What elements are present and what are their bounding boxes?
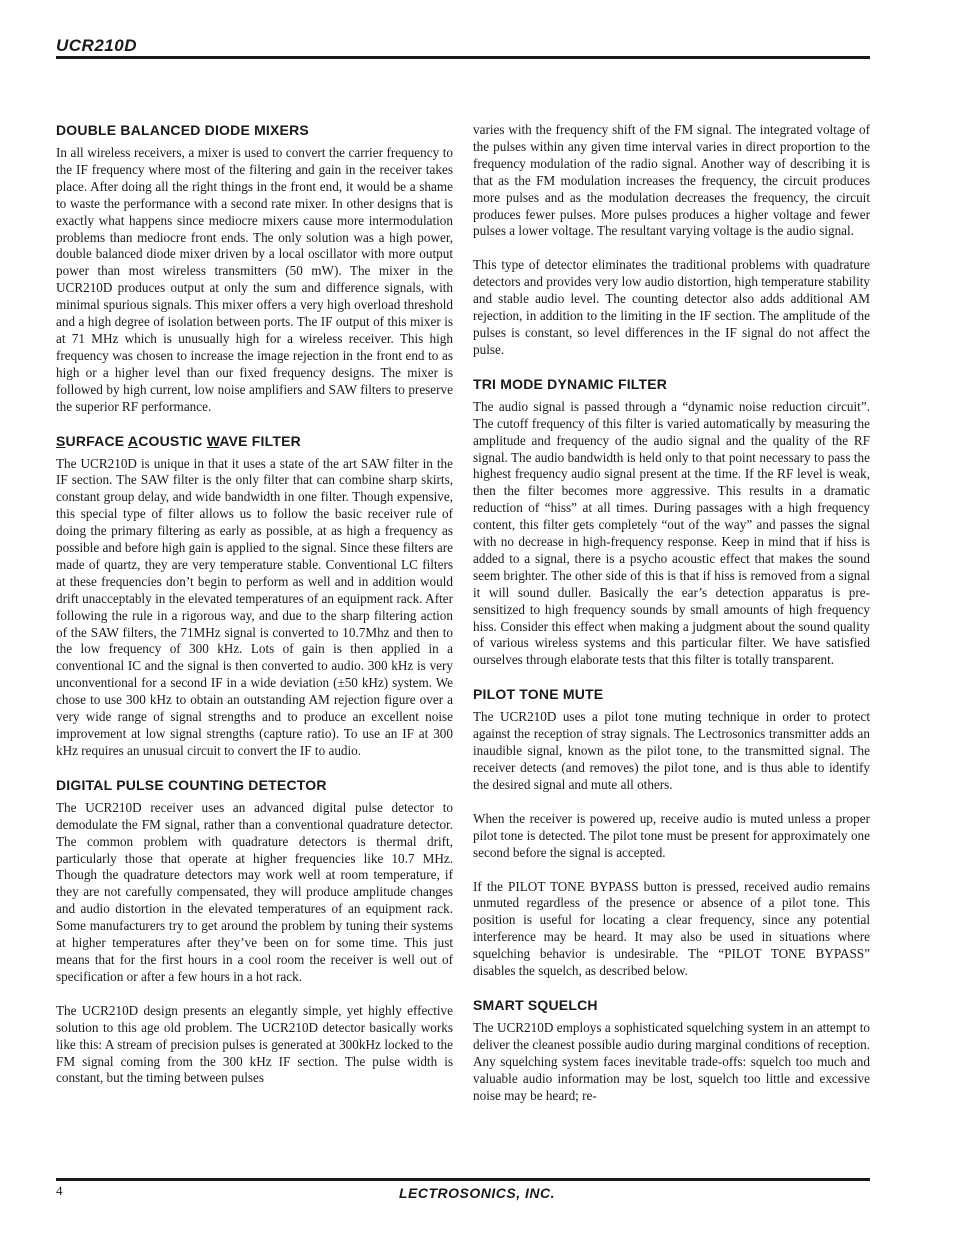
paragraph-pulse-detector-2: The UCR210D design presents an elegantly simple, yet highly effective solution to this age old problem. The UCR210D detector basically works like this: A stream of precision pulses is generated at 300kHz locked to the FM signal coming from the 300 kHz IF section. The pulse width is constant, but the timing between pulses (56, 1002, 453, 1086)
paragraph-pulse-detector-continued: varies with the frequency shift of the FM signal. The integrated voltage of the pulses within any given time interval varies in direct proportion to the frequency modulation of the radio signal. Another way of describing it is that as the FM modulation increases the frequency, the circuit produces more pulses and as the modulation decreases the frequency, the circuit produces fewer pulses. More pulses produces a higher voltage and fewer pulses a lower voltage. The resultant varying voltage is the audio signal. (473, 122, 870, 239)
paragraph-pulse-detector-1: The UCR210D receiver uses an advanced digital pulse detector to demodulate the FM signal, rather than a conventional quadrature detector. The common problem with quadrature detectors is thermal drift, particularly those that operate at higher frequencies like 10.7 MHz. Though the quadrature detectors may work well at room temperature, if they are not carefully compensated, they will produce amplitude changes and audio distortion in the elevated temperatures of an equipment rack. Some manufacturers try to get around the problem by tuning their systems at higher temperatures after they’ve been on for some time. This just means that for the first hours in a cool room the receiver is well out of specification or after a few hours in a hot rack. (56, 799, 453, 984)
paragraph-mixers: In all wireless receivers, a mixer is used to convert the carrier frequency to the IF frequency where most of the filtering and gain in the receiver takes place. After doing all the right things in the front end, it would be a shame to waste the performance with a second rate mixer. In other designs that is exactly what happens since mediocre mixers cause more intermodulation problems than mediocre front ends. The only solution was a high power, double balanced diode mixer driven by a local oscillator with more output power than most wireless transmitters (50 mW). The mixer in the UCR210D produces output at only the sum and difference signals, with minimal spurious signals. This mixer offers a very high overload threshold and a high degree of isolation between ports. The IF output of this mixer is at 71 MHz which is unusually high for a wireless receiver. This high frequency was chosen to increase the image rejection in the front end to as high or a higher level than our fixed frequency designs. The mixer is followed by high current, low noise amplifiers and SAW filters to preserve the superior RF performance. (56, 145, 453, 414)
footer-rule (56, 1178, 870, 1181)
paragraph-saw-filter: The UCR210D is unique in that it uses a state of the art SAW filter in the IF section. The SAW filter is the only filter that can combine sharp skirts, constant group delay, and wide bandwidth in one filter. Though expensive, this special type of filter allows us to follow the basic receiver rule of doing the primary filtering as early as possible, at as high a frequency as possible and before high gain is applied to the signal. Since these filters are made of quartz, they are very temperature stable. Conventional LC filters at these frequencies don’t begin to perform as well and in addition would drift unacceptably in the elevated temperatures of an equipment rack. After following the rule in a rigorous way, and due to the sharp filtering action of the SAW filters, the 71MHz signal is converted to 10.7Mhz and then to the low frequency of 300 kHz. Lots of gain is then applied in a conventional IC and the signal is then converted to audio. 300 kHz is very unconventional for a second IF in a wide deviation (±50 kHz) system. We chose to use 300 kHz to obtain an outstanding AM rejection figure over a very wide range of signal strengths and to produce an excellent noise improvement at low signal strengths (capture ratio). To use an IF at 300 kHz requires an unusual circuit to convert the IF to audio. (56, 455, 453, 758)
section-title-mixers: DOUBLE BALANCED DIODE MIXERS (56, 122, 309, 138)
title-part-ave: AVE FILTER (219, 432, 301, 449)
section-title-pulse-detector: DIGITAL PULSE COUNTING DETECTOR (56, 776, 327, 793)
header-rule (56, 56, 870, 59)
paragraph-dynamic-filter: The audio signal is passed through a “dynamic noise reduction circuit”. The cutoff frequency of this filter is varied automatically by measuring the amplitude and frequency of the audio signal and the quality of the RF signal. The audio bandwidth is held only to that point necessary to pass the highest frequency audio signal present at the time. If the RF level is weak, then the filter becomes more aggressive. This results in a dramatic reduction of “hiss” at all times. During passages with a high frequency content, this filter gets completely “out of the way” and passes the signal with no decrease in high-frequency response. Keep in mind that if hiss is added to a signal, there is a psycho acoustic effect that makes the sound seem brighter. The other side of this is that if hiss is removed from a signal it will sound duller. Basically the ear’s detection apparatus is pre-sensitized to high frequency sounds by small amounts of high frequency hiss. Consider this effect when making a judgment about the sound quality of various wireless systems and this particular filter. We have satisfied ourselves through elaborate tests that this filter is totally transparent. (473, 398, 870, 668)
title-letter-a: A (127, 432, 139, 449)
title-part-urface: URFACE (65, 432, 128, 449)
right-column (473, 122, 870, 1115)
footer-brand: LECTROSONICS, INC. (398, 1185, 555, 1201)
paragraph-pilot-tone-1: The UCR210D uses a pilot tone muting technique in order to protect against the reception of stray signals. The Lectrosonics transmitter adds an inaudible signal, known as the pilot tone, to the transmitted signal. The receiver detects (and removes) the pilot tone, and is thus able to identify the desired signal and mute all others. (473, 709, 870, 792)
left-column (56, 122, 453, 1097)
section-title-smart-squelch: SMART SQUELCH (473, 996, 598, 1013)
section-title-saw-filter (56, 433, 453, 450)
paragraph-pilot-tone-2: When the receiver is powered up, receive audio is muted unless a proper pilot tone is detected. The pilot tone must be present for approximately one second before the signal is accepted. (473, 810, 870, 860)
paragraph-pulse-detector-3: This type of detector eliminates the traditional problems with quadrature detectors and provides very low audio distortion, high temperature stability and stable audio level. The counting detector also adds additional AM rejection, in addition to the limiting in the IF section. The amplitude of the pulses is constant, so level differences in the IF signal do not affect the pulse. (473, 257, 870, 357)
title-letter-w: W (206, 432, 220, 449)
section-title-dynamic-filter: TRI MODE DYNAMIC FILTER (473, 375, 668, 392)
title-letter-s: S (56, 432, 66, 449)
page-number: 4 (56, 1183, 63, 1198)
paragraph-smart-squelch: The UCR210D employs a sophisticated squelching system in an attempt to deliver the cleanest possible audio during marginal conditions of reception. Any squelching system faces inevitable trade-offs: squelch too much and valuable audio information may be lost, squelch too little and excessive noise may be heard; re- (473, 1019, 870, 1103)
title-part-coustic: COUSTIC (138, 432, 207, 449)
paragraph-pilot-tone-3: If the PILOT TONE BYPASS button is pressed, received audio remains unmuted regardless of the presence or absence of a pilot tone. This position is useful for locating a clear frequency, since any potential interference may be heard. It may also be used in situations where squelching behavior is undesirable. The “PILOT TONE BYPASS” disables the squelch, as described below. (473, 878, 870, 979)
page-header-model: UCR210D (56, 36, 137, 55)
section-title-pilot-tone: PILOT TONE MUTE (473, 686, 604, 703)
